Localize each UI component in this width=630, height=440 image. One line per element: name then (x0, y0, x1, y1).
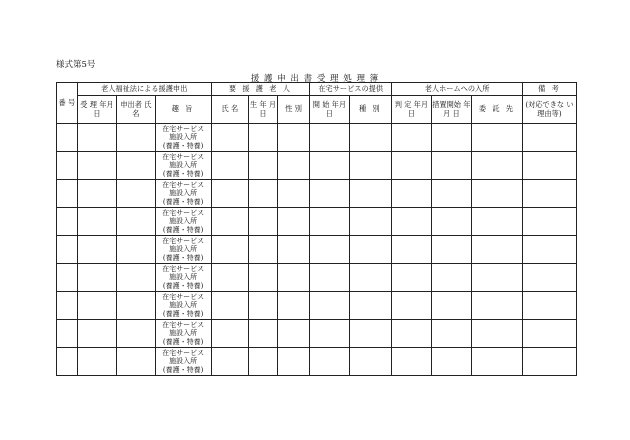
subheader-measure-start-date: 措置開始 年 月 日 (431, 96, 471, 124)
purpose-option: 施設入所 (169, 217, 198, 226)
cell-measure-start-date[interactable] (431, 320, 471, 348)
ledger-row (57, 152, 577, 180)
cell-remarks[interactable] (522, 152, 576, 180)
cell-decision-date[interactable] (392, 180, 431, 208)
cell-purpose (155, 320, 211, 348)
purpose-option: 施設入所 (169, 329, 198, 338)
header-remarks: 備 考 (522, 83, 576, 96)
cell-applicant-name[interactable] (117, 180, 155, 208)
purpose-option: 施設入所 (169, 133, 198, 142)
cell-number[interactable] (57, 320, 78, 348)
cell-remarks[interactable] (522, 264, 576, 292)
cell-birth-date[interactable] (248, 264, 277, 292)
purpose-option: (養護・特養) (162, 169, 204, 178)
cell-measure-start-date[interactable] (431, 348, 471, 376)
cell-remarks[interactable] (522, 124, 576, 152)
cell-measure-start-date[interactable] (431, 208, 471, 236)
cell-start-date[interactable] (310, 180, 349, 208)
cell-birth-date[interactable] (248, 320, 277, 348)
cell-name[interactable] (211, 208, 248, 236)
subheader-entrusted-to: 委 託 先 (472, 96, 523, 124)
cell-receipt-date[interactable] (77, 348, 116, 376)
cell-number[interactable] (57, 292, 78, 320)
cell-purpose (155, 180, 211, 208)
header-home-service: 在宅サービスの提供 (310, 83, 392, 96)
cell-measure-start-date[interactable] (431, 152, 471, 180)
cell-sex[interactable] (278, 180, 310, 208)
ledger-row (57, 320, 577, 348)
purpose-option: (養護・特養) (162, 197, 204, 206)
purpose-option: 在宅サービス (162, 293, 205, 302)
cell-start-date[interactable] (310, 208, 349, 236)
cell-sex[interactable] (278, 152, 310, 180)
purpose-option: (養護・特養) (162, 281, 204, 290)
ledger-row (57, 348, 577, 376)
cell-measure-start-date[interactable] (431, 264, 471, 292)
purpose-option: 施設入所 (169, 273, 198, 282)
cell-sex[interactable] (278, 264, 310, 292)
cell-start-date[interactable] (310, 152, 349, 180)
cell-purpose (155, 292, 211, 320)
header-number: 番 号 (57, 83, 78, 124)
purpose-option: 施設入所 (169, 245, 198, 254)
cell-decision-date[interactable] (392, 320, 431, 348)
cell-entrusted-to[interactable] (472, 348, 523, 376)
cell-applicant-name[interactable] (117, 236, 155, 264)
cell-applicant-name[interactable] (117, 124, 155, 152)
cell-applicant-name[interactable] (117, 320, 155, 348)
purpose-option: 在宅サービス (162, 349, 205, 358)
cell-birth-date[interactable] (248, 208, 277, 236)
cell-sex[interactable] (278, 236, 310, 264)
subheader-name: 氏 名 (211, 96, 248, 124)
subheader-decision-date: 判 定 年月日 (392, 96, 431, 124)
purpose-option: 在宅サービス (162, 181, 205, 190)
ledger-row (57, 292, 577, 320)
cell-sex[interactable] (278, 348, 310, 376)
cell-name[interactable] (211, 348, 248, 376)
cell-start-date[interactable] (310, 320, 349, 348)
cell-measure-start-date[interactable] (431, 236, 471, 264)
subheader-purpose: 趣 旨 (155, 96, 211, 124)
cell-receipt-date[interactable] (77, 292, 116, 320)
purpose-option: (養護・特養) (162, 365, 204, 374)
cell-sex[interactable] (278, 292, 310, 320)
cell-receipt-date[interactable] (77, 208, 116, 236)
cell-number[interactable] (57, 124, 78, 152)
cell-applicant-name[interactable] (117, 208, 155, 236)
cell-remarks[interactable] (522, 180, 576, 208)
header-nursing-home-admission: 老人ホームへの入所 (392, 83, 523, 96)
purpose-option: (養護・特養) (162, 309, 204, 318)
cell-type[interactable] (349, 124, 392, 152)
cell-decision-date[interactable] (392, 348, 431, 376)
cell-receipt-date[interactable] (77, 152, 116, 180)
application-ledger-table (56, 82, 577, 376)
cell-number[interactable] (57, 264, 78, 292)
subheader-applicant-name: 申出者 氏 名 (117, 96, 155, 124)
cell-purpose (155, 208, 211, 236)
cell-number[interactable] (57, 236, 78, 264)
cell-sex[interactable] (278, 124, 310, 152)
purpose-option: 施設入所 (169, 357, 198, 366)
cell-entrusted-to[interactable] (472, 320, 523, 348)
purpose-option: 在宅サービス (162, 321, 205, 330)
cell-name[interactable] (211, 264, 248, 292)
cell-decision-date[interactable] (392, 152, 431, 180)
cell-entrusted-to[interactable] (472, 124, 523, 152)
subheader-remarks-note: (対応できな い理由等) (522, 96, 576, 124)
header-welfare-law-application: 老人福祉法による援護申出 (77, 83, 211, 96)
ledger-row (57, 180, 577, 208)
cell-purpose (155, 264, 211, 292)
cell-start-date[interactable] (310, 124, 349, 152)
cell-entrusted-to[interactable] (472, 264, 523, 292)
cell-receipt-date[interactable] (77, 320, 116, 348)
cell-remarks[interactable] (522, 320, 576, 348)
subheader-type: 種 別 (349, 96, 392, 124)
cell-remarks[interactable] (522, 236, 576, 264)
purpose-option: 在宅サービス (162, 265, 205, 274)
form-number-label: 様式第5号 (56, 60, 96, 70)
cell-type[interactable] (349, 292, 392, 320)
purpose-option: (養護・特養) (162, 225, 204, 234)
cell-birth-date[interactable] (248, 348, 277, 376)
ledger-row (57, 236, 577, 264)
cell-decision-date[interactable] (392, 124, 431, 152)
purpose-option: (養護・特養) (162, 337, 204, 346)
cell-remarks[interactable] (522, 348, 576, 376)
cell-entrusted-to[interactable] (472, 292, 523, 320)
cell-name[interactable] (211, 180, 248, 208)
cell-birth-date[interactable] (248, 292, 277, 320)
header-needs-care-elderly: 要 援 護 老 人 (211, 83, 310, 96)
ledger-row (57, 124, 577, 152)
purpose-option: 在宅サービス (162, 153, 205, 162)
ledger-row (57, 264, 577, 292)
cell-type[interactable] (349, 264, 392, 292)
cell-measure-start-date[interactable] (431, 124, 471, 152)
cell-name[interactable] (211, 236, 248, 264)
cell-sex[interactable] (278, 208, 310, 236)
cell-name[interactable] (211, 320, 248, 348)
cell-receipt-date[interactable] (77, 264, 116, 292)
cell-remarks[interactable] (522, 208, 576, 236)
cell-start-date[interactable] (310, 236, 349, 264)
cell-type[interactable] (349, 152, 392, 180)
purpose-option: 在宅サービス (162, 209, 205, 218)
cell-purpose (155, 236, 211, 264)
purpose-option: (養護・特養) (162, 141, 204, 150)
cell-number[interactable] (57, 348, 78, 376)
cell-receipt-date[interactable] (77, 124, 116, 152)
cell-entrusted-to[interactable] (472, 208, 523, 236)
cell-type[interactable] (349, 348, 392, 376)
purpose-option: 施設入所 (169, 161, 198, 170)
cell-type[interactable] (349, 180, 392, 208)
purpose-option: 在宅サービス (162, 237, 205, 246)
cell-decision-date[interactable] (392, 292, 431, 320)
purpose-option: 在宅サービス (162, 125, 205, 134)
cell-purpose (155, 152, 211, 180)
cell-entrusted-to[interactable] (472, 152, 523, 180)
cell-receipt-date[interactable] (77, 236, 116, 264)
cell-applicant-name[interactable] (117, 292, 155, 320)
cell-applicant-name[interactable] (117, 264, 155, 292)
cell-purpose (155, 124, 211, 152)
subheader-receipt-date: 受 理 年月日 (77, 96, 116, 124)
cell-receipt-date[interactable] (77, 180, 116, 208)
cell-remarks[interactable] (522, 292, 576, 320)
cell-type[interactable] (349, 236, 392, 264)
purpose-option: (養護・特養) (162, 253, 204, 262)
cell-measure-start-date[interactable] (431, 292, 471, 320)
cell-number[interactable] (57, 152, 78, 180)
cell-decision-date[interactable] (392, 236, 431, 264)
cell-start-date[interactable] (310, 348, 349, 376)
subheader-sex: 性 別 (278, 96, 310, 124)
cell-entrusted-to[interactable] (472, 236, 523, 264)
document-title: 援 護 申 出 書 受 理 処 理 簿 (250, 74, 380, 84)
cell-start-date[interactable] (310, 292, 349, 320)
subheader-start-date: 開 始 年月日 (310, 96, 349, 124)
purpose-option: 施設入所 (169, 301, 198, 310)
cell-applicant-name[interactable] (117, 152, 155, 180)
cell-applicant-name[interactable] (117, 348, 155, 376)
cell-measure-start-date[interactable] (431, 180, 471, 208)
ledger-row (57, 208, 577, 236)
cell-birth-date[interactable] (248, 124, 277, 152)
purpose-option: 施設入所 (169, 189, 198, 198)
cell-number[interactable] (57, 208, 78, 236)
cell-start-date[interactable] (310, 264, 349, 292)
cell-entrusted-to[interactable] (472, 180, 523, 208)
cell-type[interactable] (349, 208, 392, 236)
cell-decision-date[interactable] (392, 208, 431, 236)
subheader-birth-date: 生 年 月 日 (248, 96, 277, 124)
cell-birth-date[interactable] (248, 236, 277, 264)
cell-number[interactable] (57, 180, 78, 208)
cell-birth-date[interactable] (248, 180, 277, 208)
cell-name[interactable] (211, 292, 248, 320)
cell-decision-date[interactable] (392, 264, 431, 292)
cell-birth-date[interactable] (248, 152, 277, 180)
cell-name[interactable] (211, 124, 248, 152)
cell-purpose (155, 348, 211, 376)
cell-sex[interactable] (278, 320, 310, 348)
cell-type[interactable] (349, 320, 392, 348)
cell-name[interactable] (211, 152, 248, 180)
